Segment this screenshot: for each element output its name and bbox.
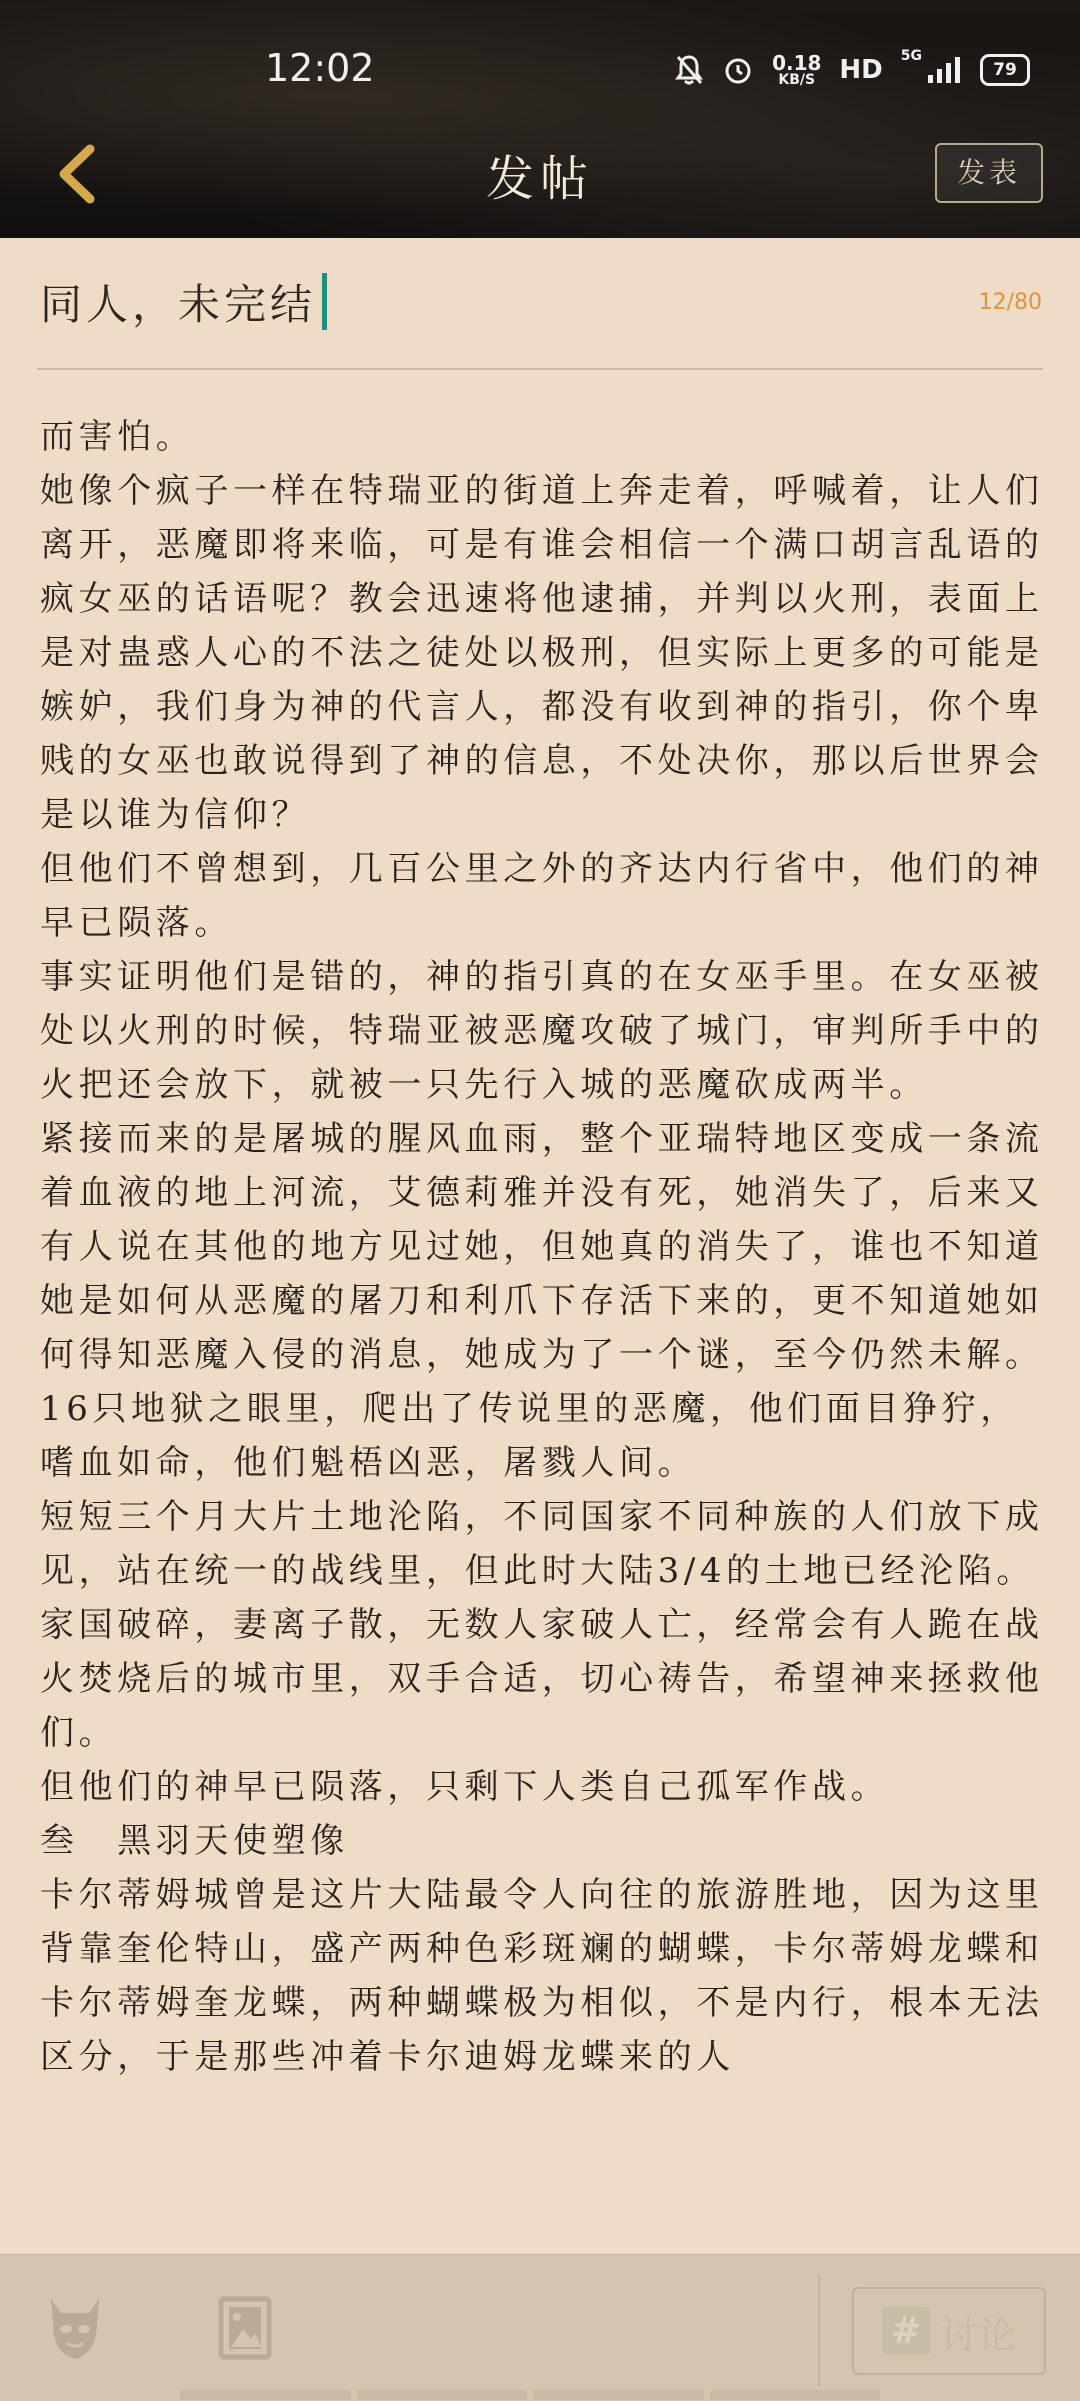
body-paragraph: 而害怕。 — [40, 417, 195, 457]
network-type: 5G — [900, 48, 922, 64]
network-speed-value: 0.18 — [772, 51, 822, 75]
body-paragraph: 16只地狱之眼里，爬出了传说里的恶魔，他们面目狰狞，嗜血如命，他们魁梧凶恶，屠戮人间。 — [40, 1389, 1019, 1483]
toolbar-separator — [818, 2275, 820, 2387]
alarm-icon — [722, 54, 754, 86]
body-paragraph: 但他们不曾想到，几百公里之外的齐达内行省中，他们的神早已陨落。 — [40, 849, 1044, 943]
app-header — [0, 0, 1080, 238]
body-paragraph: 家国破碎，妻离子散，无数人家破人亡，经常会有人跪在战火焚烧后的城市里，双手合适，切心祷告，希望神来拯救他们。 — [40, 1605, 1044, 1753]
battery-icon — [980, 54, 1030, 86]
signal-icon — [926, 55, 962, 85]
body-paragraph: 卡尔蒂姆城曾是这片大陆最令人向往的旅游胜地，因为这里背靠奎伦特山，盛产两种色彩斑斓的蝴蝶，卡尔蒂姆龙蝶和卡尔蒂姆奎龙蝶，两种蝴蝶极为相似，不是内行，根本无法区分，于是那些冲着卡尔迪姆龙蝶来的人 — [40, 1875, 1044, 2077]
body-paragraph: 紧接而来的是屠城的腥风血雨，整个亚瑞特地区变成一条流着血液的地上河流，艾德莉雅并没有死，她消失了，后来又有人说在其他的地方见过她，但她真的消失了，谁也不知道她是如何从恶魔的屠刀和利爪下存活下来的，更不知道她如何得知恶魔入侵的消息，她成为了一个谜，至今仍然未解。 — [40, 1119, 1044, 1375]
title-divider — [37, 368, 1043, 370]
network-speed-unit: KB/S — [778, 72, 816, 88]
mute-bell-icon — [674, 54, 704, 86]
image-icon[interactable] — [215, 2293, 275, 2363]
post-body-editor[interactable] — [40, 410, 1046, 2250]
battery-level: 79 — [993, 60, 1017, 80]
gesture-bar — [180, 2390, 880, 2400]
post-title-input[interactable]: 同人，未完结 — [40, 280, 317, 329]
body-paragraph: 短短三个月大片土地沦陷，不同国家不同种族的人们放下成见，站在统一的战线里，但此时大陆3/4的土地已经沦陷。 — [40, 1497, 1044, 1591]
discuss-button[interactable] — [852, 2287, 1046, 2375]
body-paragraph: 她像个疯子一样在特瑞亚的街道上奔走着，呼喊着，让人们离开，恶魔即将来临，可是有谁会相信一个满口胡言乱语的疯女巫的话语呢？教会迅速将他逮捕，并判以火刑，表面上是对蛊惑人心的不法之徒处以极刑，但实际上更多的可能是嫉妒，我们身为神的代言人，都没有收到神的指引，你个卑贱的女巫也敢说得到了神的信息，不处决你，那以后世界会是以谁为信仰？ — [40, 471, 1044, 835]
devil-mask-icon[interactable] — [45, 2293, 105, 2363]
discuss-label: 讨论 — [939, 2312, 1016, 2357]
section-heading: 叁 黑羽天使塑像 — [40, 1821, 349, 1861]
status-time: 12:02 — [265, 46, 375, 90]
title-char-counter: 12/80 — [978, 290, 1042, 315]
hash-icon: # — [882, 2307, 930, 2355]
body-paragraph: 但他们的神早已陨落，只剩下人类自己孤军作战。 — [40, 1767, 890, 1807]
status-icons — [674, 48, 1030, 92]
page-title: 发帖 — [485, 151, 594, 207]
text-cursor — [322, 273, 327, 330]
hd-indicator: HD — [839, 55, 883, 85]
network-speed — [772, 53, 821, 87]
publish-button[interactable]: 发表 — [935, 143, 1043, 203]
bottom-toolbar — [0, 2254, 1080, 2401]
body-paragraph: 事实证明他们是错的，神的指引真的在女巫手里。在女巫被处以火刑的时候，特瑞亚被恶魔攻破了城门，审判所手中的火把还会放下，就被一只先行入城的恶魔砍成两半。 — [40, 957, 1044, 1105]
